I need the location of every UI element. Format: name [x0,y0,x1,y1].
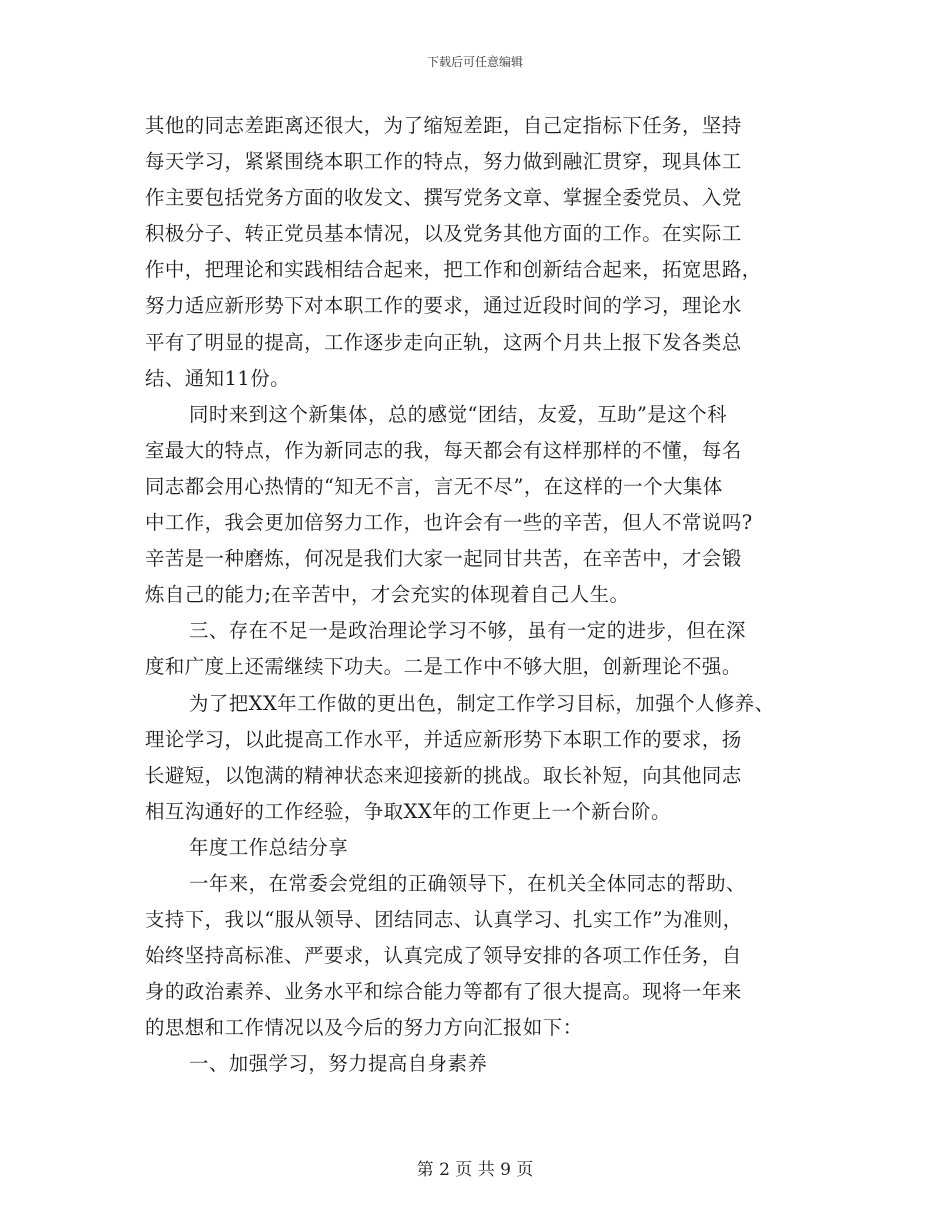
text-line: 平有了明显的提高，工作逐步走向正轨，这两个月共上报下发各类总 [145,330,742,354]
text-line: 作中，把理论和实践相结合起来，把工作和创新结合起来，拓宽思路， [145,258,762,282]
text-line: 身的政治素养、业务水平和综合能力等都有了很大提高。现将一年来 [145,980,742,1004]
page-header: 下载后可任意编辑 [426,55,523,69]
section-title: 年度工作总结分享 [189,835,349,859]
text-line: 辛苦是一种磨炼，何况是我们大家一起同甘共苦，在辛苦中，才会锻 [145,547,742,571]
page-footer: 第 2 页 共 9 页 [416,1160,534,1180]
text-line: 同志都会用心热情的“知无不言，言无不尽”，在这样的一个大集体 [145,474,723,498]
paragraph-start-line: 同时来到这个新集体，总的感觉“团结，友爱，互助”是这个科 [189,402,727,426]
text-line: 其他的同志差距离还很大，为了缩短差距，自己定指标下任务，坚持 [145,114,742,137]
text-line: 作主要包括党务方面的收发文、撰写党务文章、掌握全委党员、入党 [145,186,742,210]
text-line: 的思想和工作情况以及今后的努力方向汇报如下： [145,1016,583,1040]
paragraph-start-line: 三、存在不足一是政治理论学习不够，虽有一定的进步，但在深 [189,619,746,643]
text-line: 中工作，我会更加倍努力工作，也许会有一些的辛苦，但人不常说吗? [145,511,753,535]
text-line: 努力适应新形势下对本职工作的要求，通过近段时间的学习，理论水 [145,294,742,318]
text-line: 每天学习，紧紧围绕本职工作的特点，努力做到融汇贯穿，现具体工 [145,150,742,174]
paragraph-start-line: 一年来，在常委会党组的正确领导下，在机关全体同志的帮助、 [189,871,746,895]
text-line: 始终坚持高标准、严要求，认真完成了领导安排的各项工作任务，自 [145,944,742,968]
text-line: 支持下，我以“服从领导、团结同志、认真学习、扎实工作”为准则， [145,908,743,932]
text-line: 长避短，以饱满的精神状态来迎接新的挑战。取长补短，向其他同志 [145,763,742,787]
text-line: 积极分子、转正党员基本情况，以及党务其他方面的工作。在实际工 [145,222,742,246]
text-line: 理论学习，以此提高工作水平，并适应新形势下本职工作的要求，扬 [145,727,742,751]
document-body [145,108,835,1083]
text-line: 结、通知11份。 [145,366,291,390]
subsection-heading: 一、加强学习，努力提高自身素养 [189,1052,488,1076]
text-line: 炼自己的能力;在辛苦中，才会充实的体现着自己人生。 [145,583,630,607]
text-line: 相互沟通好的工作经验，争取XX年的工作更上一个新台阶。 [145,799,671,823]
text-line: 度和广度上还需继续下功夫。二是工作中不够大胆，创新理论不强。 [145,655,742,679]
paragraph-start-line: 为了把XX年工作做的更出色，制定工作学习目标，加强个人修养、 [189,691,775,715]
text-line: 室最大的特点，作为新同志的我，每天都会有这样那样的不懂，每名 [145,438,742,462]
